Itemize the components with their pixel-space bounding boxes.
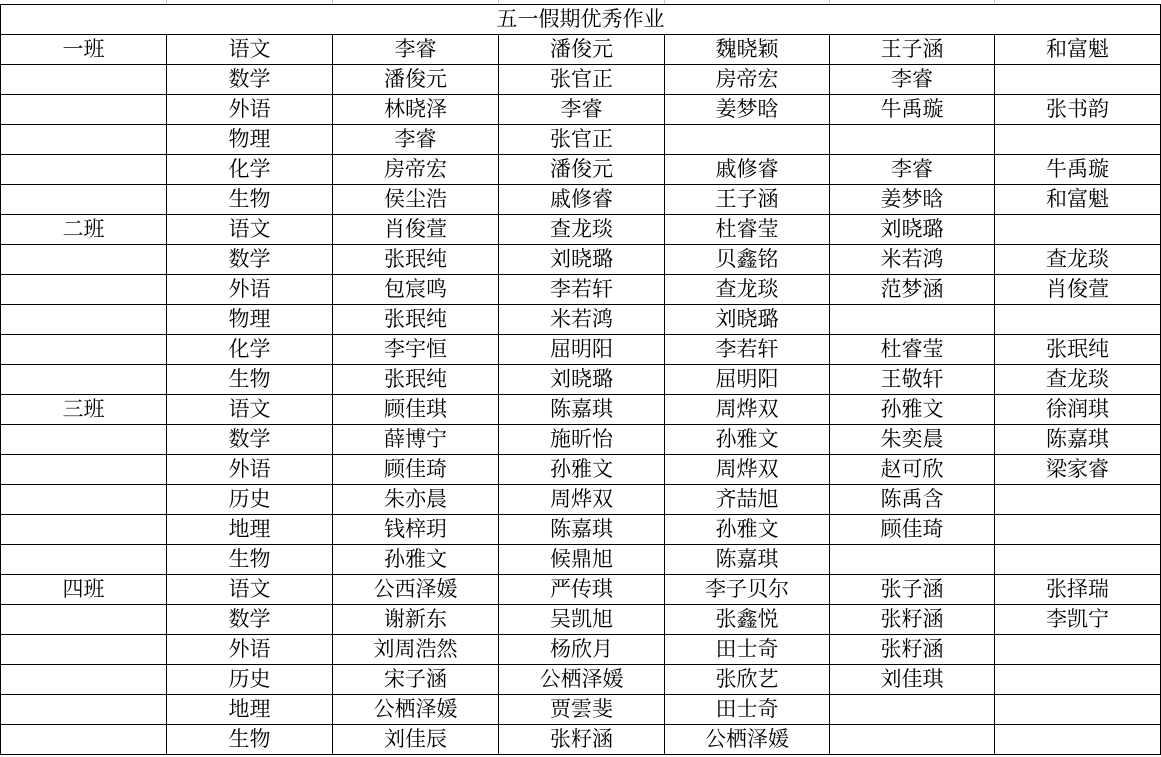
student-cell[interactable]: 张欣艺: [665, 665, 830, 695]
class-cell[interactable]: [1, 155, 167, 185]
student-cell[interactable]: 候鼎旭: [499, 545, 665, 575]
student-cell[interactable]: 田士奇: [665, 695, 830, 725]
subject-cell[interactable]: 历史: [167, 665, 333, 695]
student-cell[interactable]: 陈禹含: [830, 485, 995, 515]
student-cell[interactable]: 谢新东: [333, 605, 499, 635]
class-cell[interactable]: [1, 515, 167, 545]
student-cell[interactable]: 潘俊元: [499, 155, 665, 185]
class-cell[interactable]: 四班: [1, 575, 167, 605]
subject-cell[interactable]: 数学: [167, 245, 333, 275]
student-cell[interactable]: 张择瑞: [995, 575, 1161, 605]
table-row: [1, 665, 1161, 695]
table-row: [1, 155, 1161, 185]
table-row: [1, 545, 1161, 575]
student-cell[interactable]: 侯尘浩: [333, 185, 499, 215]
class-cell[interactable]: [1, 425, 167, 455]
subject-cell[interactable]: 生物: [167, 365, 333, 395]
student-cell[interactable]: 戚修睿: [665, 155, 830, 185]
student-cell[interactable]: 顾佳琦: [830, 515, 995, 545]
student-cell[interactable]: 张籽涵: [830, 605, 995, 635]
student-cell[interactable]: 查龙琰: [499, 215, 665, 245]
student-cell[interactable]: 李若轩: [665, 335, 830, 365]
student-cell[interactable]: 李睿: [830, 65, 995, 95]
student-cell[interactable]: [995, 485, 1161, 515]
class-cell[interactable]: [1, 185, 167, 215]
student-cell[interactable]: [995, 215, 1161, 245]
student-cell[interactable]: 李睿: [333, 35, 499, 65]
table-row: [1, 65, 1161, 95]
student-cell[interactable]: 李凯宁: [995, 605, 1161, 635]
student-cell[interactable]: 严传琪: [499, 575, 665, 605]
student-cell[interactable]: 宋子涵: [333, 665, 499, 695]
student-cell[interactable]: 周烨双: [665, 395, 830, 425]
student-cell[interactable]: 薛博宁: [333, 425, 499, 455]
class-cell[interactable]: 一班: [1, 35, 167, 65]
class-cell[interactable]: [1, 335, 167, 365]
subject-cell[interactable]: 地理: [167, 515, 333, 545]
student-cell[interactable]: 刘佳辰: [333, 725, 499, 755]
subject-cell[interactable]: 地理: [167, 695, 333, 725]
table-row: [1, 635, 1161, 665]
student-cell[interactable]: 钱梓玥: [333, 515, 499, 545]
subject-cell[interactable]: 语文: [167, 215, 333, 245]
student-cell[interactable]: 陈嘉琪: [499, 395, 665, 425]
student-cell[interactable]: 房帝宏: [665, 65, 830, 95]
student-cell[interactable]: 李睿: [333, 125, 499, 155]
subject-cell[interactable]: 数学: [167, 65, 333, 95]
student-cell[interactable]: 顾佳琦: [333, 455, 499, 485]
student-cell[interactable]: 张珉纯: [333, 245, 499, 275]
subject-cell[interactable]: 语文: [167, 575, 333, 605]
class-cell[interactable]: [1, 125, 167, 155]
table-row: [1, 215, 1161, 245]
student-cell[interactable]: 王子涵: [665, 185, 830, 215]
table-row: [1, 485, 1161, 515]
student-cell[interactable]: 刘晓璐: [499, 245, 665, 275]
table-row: [1, 605, 1161, 635]
subject-cell[interactable]: 外语: [167, 455, 333, 485]
student-cell[interactable]: 孙雅文: [665, 515, 830, 545]
student-cell[interactable]: 李子贝尔: [665, 575, 830, 605]
student-cell[interactable]: [995, 125, 1161, 155]
subject-cell[interactable]: 生物: [167, 545, 333, 575]
student-cell[interactable]: [830, 125, 995, 155]
student-cell[interactable]: 齐喆旭: [665, 485, 830, 515]
student-cell[interactable]: [995, 515, 1161, 545]
student-cell[interactable]: 姜梦晗: [830, 185, 995, 215]
student-cell[interactable]: 李睿: [499, 95, 665, 125]
student-cell[interactable]: 田士奇: [665, 635, 830, 665]
homework-honor-table: [0, 4, 1161, 755]
student-cell[interactable]: 张官正: [499, 65, 665, 95]
table-row: [1, 365, 1161, 395]
student-cell[interactable]: 张子涵: [830, 575, 995, 605]
student-cell[interactable]: 施昕怡: [499, 425, 665, 455]
student-cell[interactable]: 公栖泽媛: [665, 725, 830, 755]
subject-cell[interactable]: 化学: [167, 335, 333, 365]
student-cell[interactable]: 刘佳琪: [830, 665, 995, 695]
student-cell[interactable]: 徐润琪: [995, 395, 1161, 425]
student-cell[interactable]: 张珉纯: [995, 335, 1161, 365]
subject-cell[interactable]: 物理: [167, 125, 333, 155]
student-cell[interactable]: [665, 125, 830, 155]
class-cell[interactable]: [1, 365, 167, 395]
table-row: [1, 425, 1161, 455]
student-cell[interactable]: 陈嘉琪: [499, 515, 665, 545]
student-cell[interactable]: 林晓泽: [333, 95, 499, 125]
student-cell[interactable]: 牛禹璇: [830, 95, 995, 125]
student-cell[interactable]: 陈嘉琪: [995, 425, 1161, 455]
table-row: [1, 575, 1161, 605]
class-cell[interactable]: [1, 65, 167, 95]
table-row: [1, 725, 1161, 755]
student-cell[interactable]: 张鑫悦: [665, 605, 830, 635]
student-cell[interactable]: 潘俊元: [499, 35, 665, 65]
student-cell[interactable]: 周烨双: [499, 485, 665, 515]
class-cell[interactable]: [1, 725, 167, 755]
student-cell[interactable]: 姜梦晗: [665, 95, 830, 125]
student-cell[interactable]: 贝鑫铭: [665, 245, 830, 275]
table-row: [1, 95, 1161, 125]
student-cell[interactable]: 李若轩: [499, 275, 665, 305]
title-row: [1, 5, 1161, 35]
student-cell[interactable]: 刘晓璐: [665, 305, 830, 335]
table-row: [1, 695, 1161, 725]
table-row: [1, 395, 1161, 425]
student-cell[interactable]: [995, 635, 1161, 665]
student-cell[interactable]: 杨欣月: [499, 635, 665, 665]
student-cell[interactable]: 和富魁: [995, 185, 1161, 215]
student-cell[interactable]: [995, 725, 1161, 755]
student-cell[interactable]: 张籽涵: [499, 725, 665, 755]
subject-cell[interactable]: 外语: [167, 635, 333, 665]
student-cell[interactable]: 潘俊元: [333, 65, 499, 95]
table-row: [1, 245, 1161, 275]
student-cell[interactable]: 屈明阳: [665, 365, 830, 395]
student-cell[interactable]: [995, 695, 1161, 725]
student-cell[interactable]: 孙雅文: [499, 455, 665, 485]
table-row: [1, 335, 1161, 365]
student-cell[interactable]: 张书韵: [995, 95, 1161, 125]
sheet-title[interactable]: 五一假期优秀作业: [1, 5, 1161, 35]
student-cell[interactable]: 王子涵: [830, 35, 995, 65]
class-cell[interactable]: [1, 455, 167, 485]
class-cell[interactable]: 三班: [1, 395, 167, 425]
student-cell[interactable]: 查龙琰: [995, 365, 1161, 395]
student-cell[interactable]: 张官正: [499, 125, 665, 155]
class-cell[interactable]: [1, 95, 167, 125]
student-cell[interactable]: 周烨双: [665, 455, 830, 485]
student-cell[interactable]: 顾佳琪: [333, 395, 499, 425]
subject-cell[interactable]: 外语: [167, 275, 333, 305]
table-row: [1, 125, 1161, 155]
student-cell[interactable]: 张珉纯: [333, 305, 499, 335]
class-cell[interactable]: [1, 605, 167, 635]
student-cell[interactable]: [995, 545, 1161, 575]
student-cell[interactable]: 查龙琰: [995, 245, 1161, 275]
student-cell[interactable]: 朱奕晨: [830, 425, 995, 455]
student-cell[interactable]: 王敬轩: [830, 365, 995, 395]
student-cell[interactable]: 和富魁: [995, 35, 1161, 65]
class-cell[interactable]: [1, 245, 167, 275]
student-cell[interactable]: [830, 545, 995, 575]
table-row: [1, 515, 1161, 545]
student-cell[interactable]: 范梦涵: [830, 275, 995, 305]
student-cell[interactable]: 朱亦晨: [333, 485, 499, 515]
student-cell[interactable]: 赵可欣: [830, 455, 995, 485]
student-cell[interactable]: 刘晓璐: [830, 215, 995, 245]
table-row: [1, 185, 1161, 215]
student-cell[interactable]: [830, 305, 995, 335]
student-cell[interactable]: 吴凯旭: [499, 605, 665, 635]
table-row: [1, 305, 1161, 335]
student-cell[interactable]: 查龙琰: [665, 275, 830, 305]
class-cell[interactable]: [1, 635, 167, 665]
student-cell[interactable]: 米若鸿: [499, 305, 665, 335]
student-cell[interactable]: [830, 695, 995, 725]
student-cell[interactable]: 李睿: [830, 155, 995, 185]
student-cell[interactable]: 陈嘉琪: [665, 545, 830, 575]
subject-cell[interactable]: 语文: [167, 395, 333, 425]
student-cell[interactable]: [995, 305, 1161, 335]
class-cell[interactable]: [1, 275, 167, 305]
table-row: [1, 455, 1161, 485]
student-cell[interactable]: 梁家睿: [995, 455, 1161, 485]
student-cell[interactable]: 房帝宏: [333, 155, 499, 185]
class-cell[interactable]: [1, 485, 167, 515]
subject-cell[interactable]: 外语: [167, 95, 333, 125]
student-cell[interactable]: [830, 725, 995, 755]
student-cell[interactable]: 孙雅文: [333, 545, 499, 575]
student-cell[interactable]: 戚修睿: [499, 185, 665, 215]
class-cell[interactable]: [1, 305, 167, 335]
subject-cell[interactable]: 生物: [167, 185, 333, 215]
student-cell[interactable]: 米若鸿: [830, 245, 995, 275]
student-cell[interactable]: 公栖泽媛: [499, 665, 665, 695]
student-cell[interactable]: 贾雲斐: [499, 695, 665, 725]
student-cell[interactable]: 张籽涵: [830, 635, 995, 665]
class-cell[interactable]: [1, 665, 167, 695]
student-cell[interactable]: 包宸鸣: [333, 275, 499, 305]
student-cell[interactable]: 孙雅文: [665, 425, 830, 455]
student-cell[interactable]: 肖俊萱: [333, 215, 499, 245]
subject-cell[interactable]: 化学: [167, 155, 333, 185]
subject-cell[interactable]: 数学: [167, 605, 333, 635]
table-body: [1, 5, 1161, 755]
class-cell[interactable]: [1, 545, 167, 575]
student-cell[interactable]: 刘晓璐: [499, 365, 665, 395]
student-cell[interactable]: 肖俊萱: [995, 275, 1161, 305]
student-cell[interactable]: 杜睿莹: [665, 215, 830, 245]
subject-cell[interactable]: 生物: [167, 725, 333, 755]
student-cell[interactable]: 杜睿莹: [830, 335, 995, 365]
subject-cell[interactable]: 语文: [167, 35, 333, 65]
class-cell[interactable]: 二班: [1, 215, 167, 245]
student-cell[interactable]: 公栖泽媛: [333, 695, 499, 725]
student-cell[interactable]: [995, 65, 1161, 95]
table-row: [1, 275, 1161, 305]
subject-cell[interactable]: 物理: [167, 305, 333, 335]
student-cell[interactable]: [995, 665, 1161, 695]
subject-cell[interactable]: 数学: [167, 425, 333, 455]
class-cell[interactable]: [1, 695, 167, 725]
student-cell[interactable]: 牛禹璇: [995, 155, 1161, 185]
student-cell[interactable]: 刘周浩然: [333, 635, 499, 665]
student-cell[interactable]: 公西泽媛: [333, 575, 499, 605]
student-cell[interactable]: 张珉纯: [333, 365, 499, 395]
student-cell[interactable]: 魏晓颖: [665, 35, 830, 65]
subject-cell[interactable]: 历史: [167, 485, 333, 515]
table-row: [1, 35, 1161, 65]
student-cell[interactable]: 孙雅文: [830, 395, 995, 425]
student-cell[interactable]: 李宇恒: [333, 335, 499, 365]
student-cell[interactable]: 屈明阳: [499, 335, 665, 365]
